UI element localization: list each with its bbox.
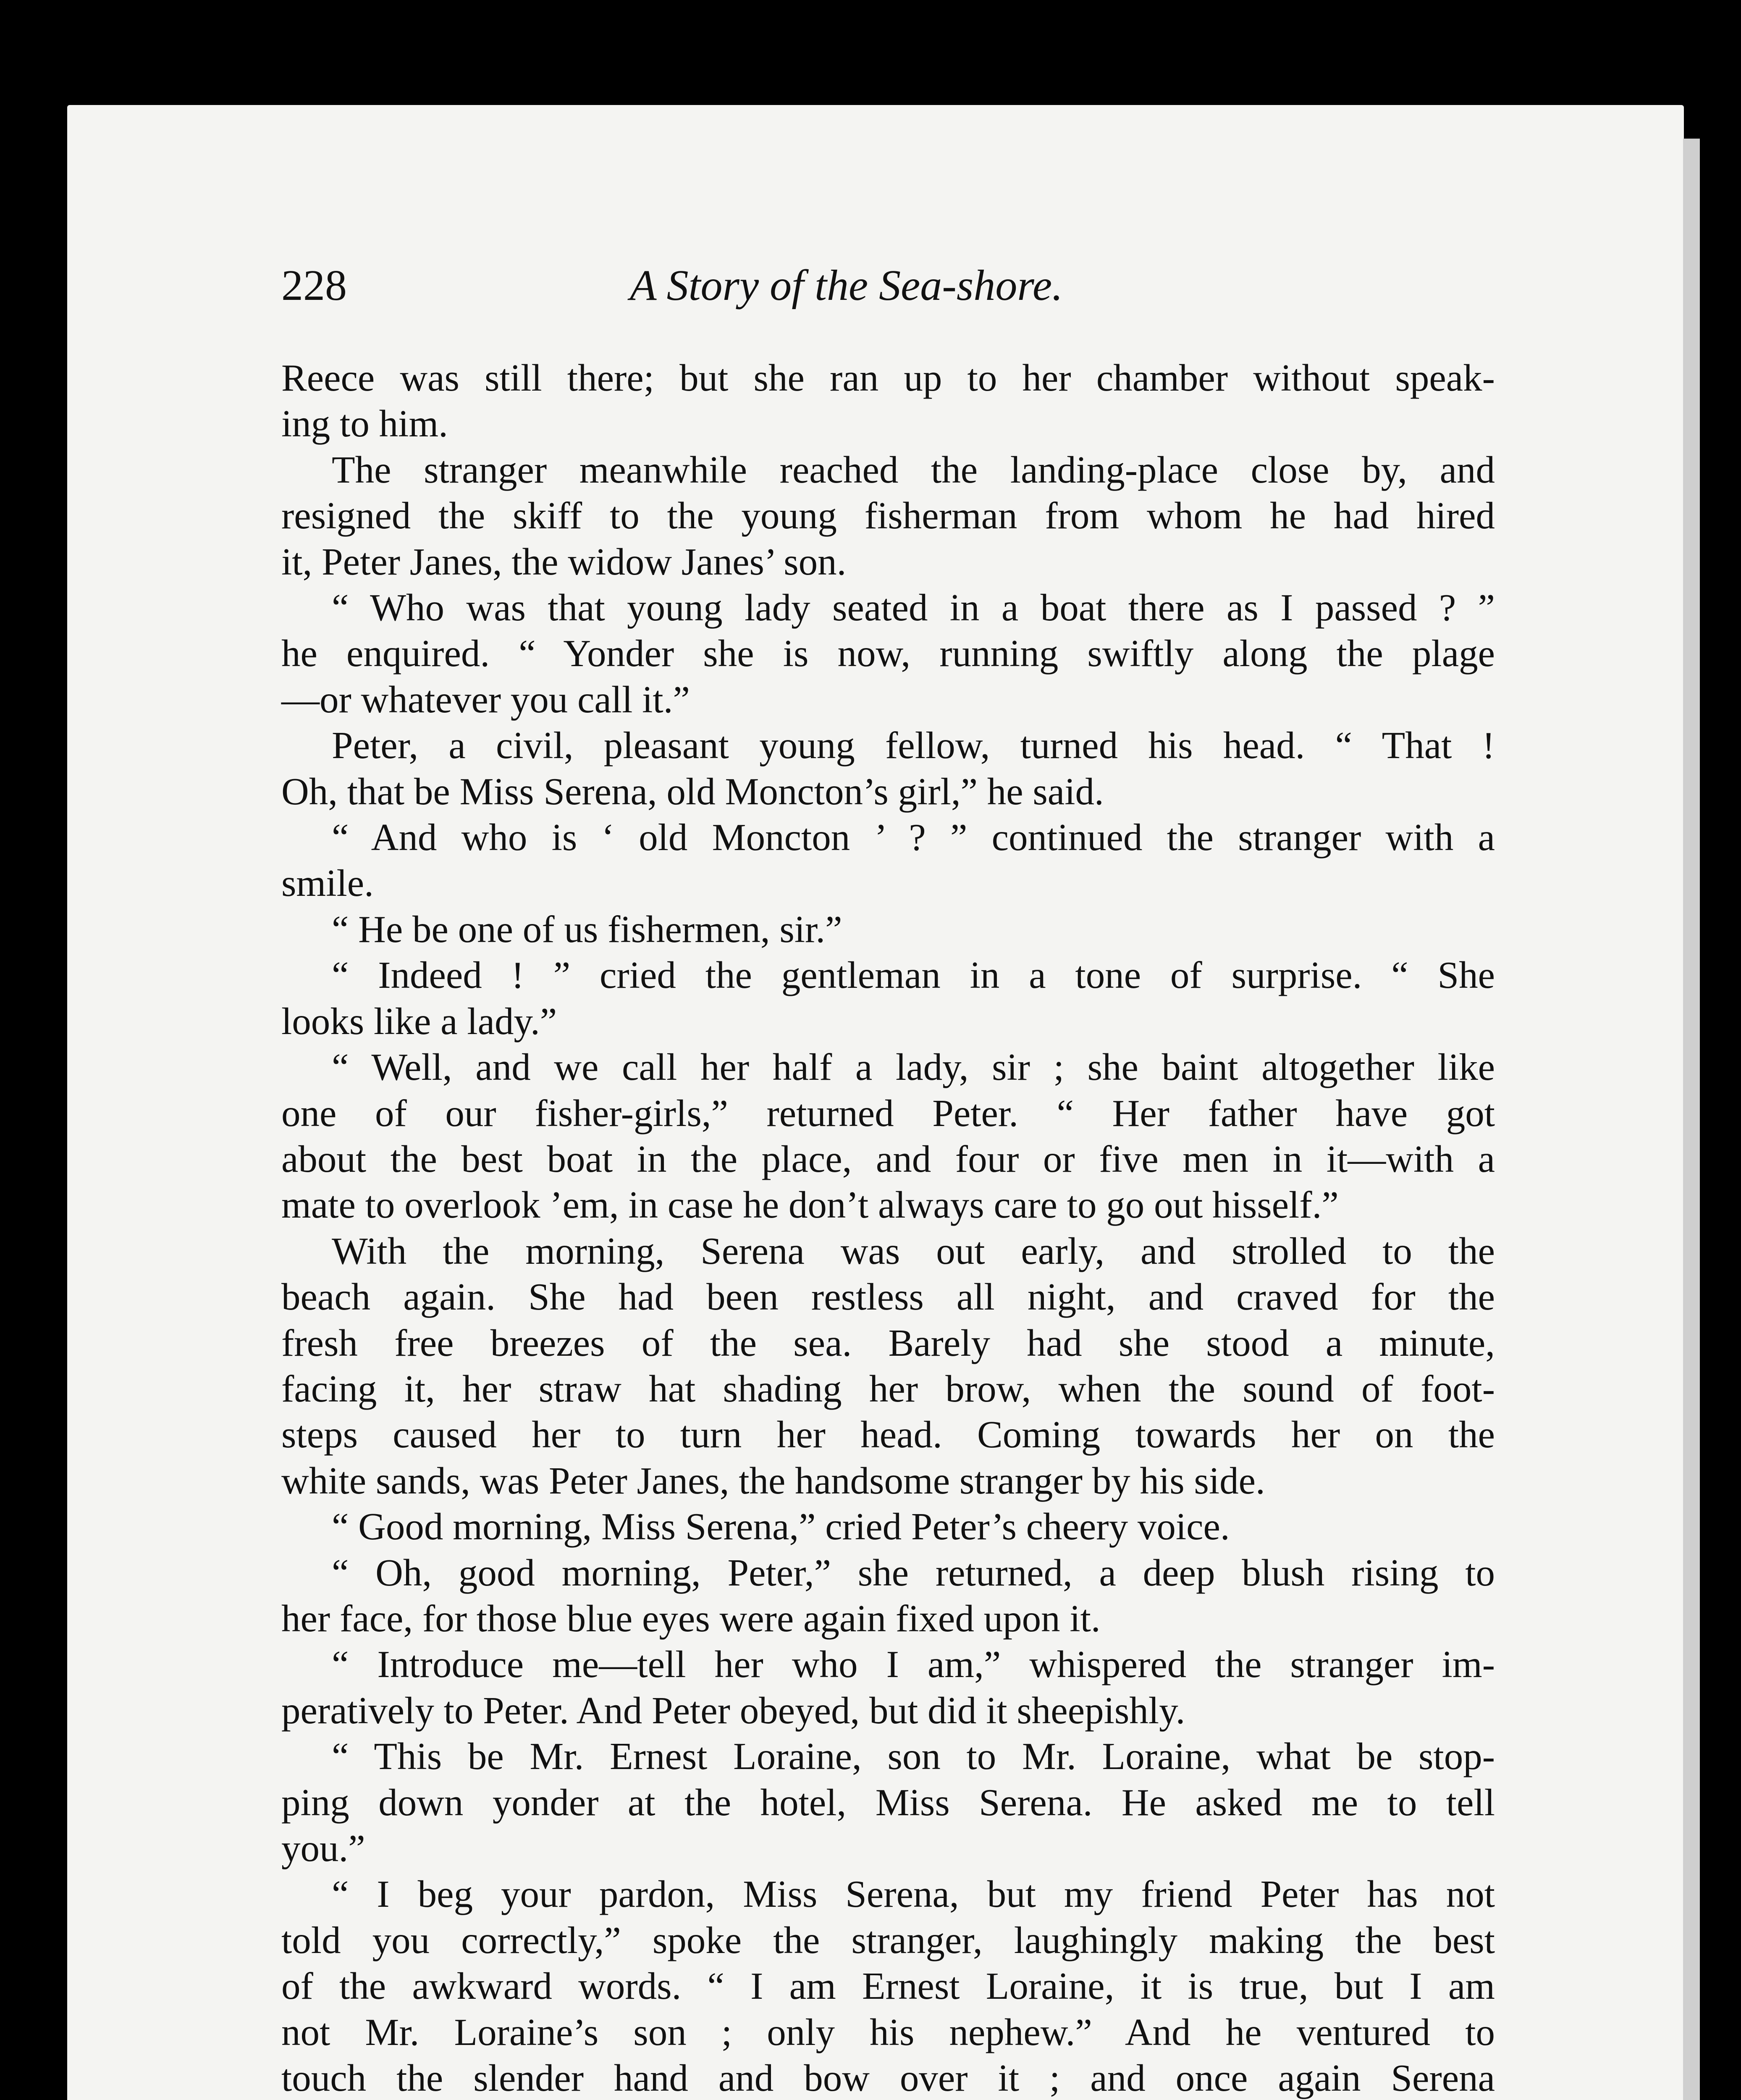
text-line: he enquired. “ Yonder she is now, running swiftly along the plage	[281, 632, 1495, 675]
running-title: A Story of the Sea-shore.	[630, 261, 1063, 310]
text-line: one of our fisher-girls,” returned Peter. “ Her father have got	[281, 1092, 1495, 1134]
text-line: “ I beg your pardon, Miss Serena, but my friend Peter has not	[332, 1873, 1495, 1916]
text-line: of the awkward words. “ I am Ernest Loraine, it is true, but I am	[281, 1965, 1495, 2008]
text-line: facing it, her straw hat shading her brow, when the sound of foot-	[281, 1367, 1495, 1410]
text-line: smile.	[281, 862, 374, 905]
text-line: “ Who was that young lady seated in a boat there as I passed ? ”	[332, 586, 1495, 629]
text-line: touch the slender hand and bow over it ; and once again Serena	[281, 2057, 1495, 2100]
text-line: Peter, a civil, pleasant young fellow, turned his head. “ That !	[332, 724, 1495, 767]
text-line: it, Peter Janes, the widow Janes’ son.	[281, 540, 847, 583]
text-line: looks like a lady.”	[281, 1000, 557, 1042]
text-line: her face, for those blue eyes were again fixed upon it.	[281, 1597, 1101, 1640]
text-line: “ Indeed ! ” cried the gentleman in a tone of surprise. “ She	[332, 954, 1495, 997]
text-line: steps caused her to turn her head. Coming towards her on the	[281, 1413, 1495, 1456]
text-line: ping down yonder at the hotel, Miss Serena. He asked me to tell	[281, 1781, 1495, 1824]
page-number: 228	[281, 261, 347, 310]
text-line: With the morning, Serena was out early, and strolled to the	[332, 1229, 1495, 1272]
text-line: The stranger meanwhile reached the landing-place close by, and	[332, 448, 1495, 491]
page-header	[281, 258, 1495, 317]
text-line: ing to him.	[281, 402, 448, 445]
text-line: not Mr. Loraine’s son ; only his nephew.” And he ventured to	[281, 2011, 1495, 2053]
text-line: about the best boat in the place, and four or five men in it—with a	[281, 1137, 1495, 1180]
text-line: “ He be one of us fishermen, sir.”	[332, 908, 842, 950]
text-line: “ Good morning, Miss Serena,” cried Peter’s cheery voice.	[332, 1505, 1230, 1548]
page-edge	[1683, 139, 1700, 2100]
body-text	[281, 355, 1495, 2100]
text-line: “ And who is ‘ old Moncton ’ ? ” continued the stranger with a	[332, 816, 1495, 859]
text-line: told you correctly,” spoke the stranger, laughingly making the best	[281, 1919, 1495, 1961]
text-line: Oh, that be Miss Serena, old Moncton’s girl,” he said.	[281, 770, 1104, 813]
text-line: fresh free breezes of the sea. Barely had she stood a minute,	[281, 1321, 1495, 1364]
text-line: Reece was still there; but she ran up to her chamber without speak-	[281, 357, 1495, 399]
text-line: peratively to Peter. And Peter obeyed, but did it sheepishly.	[281, 1689, 1185, 1732]
text-line: —or whatever you call it.”	[281, 678, 690, 721]
text-line: beach again. She had been restless all night, and craved for the	[281, 1276, 1495, 1318]
text-line: resigned the skiff to the young fisherman from whom he had hired	[281, 494, 1495, 537]
text-line: white sands, was Peter Janes, the handsome stranger by his side.	[281, 1459, 1265, 1502]
text-line: you.”	[281, 1827, 365, 1869]
text-line: “ Introduce me—tell her who I am,” whispered the stranger im-	[332, 1643, 1495, 1686]
text-line: mate to overlook ’em, in case he don’t always care to go out hisself.”	[281, 1184, 1339, 1226]
text-line: “ This be Mr. Ernest Loraine, son to Mr. Loraine, what be stop-	[332, 1735, 1495, 1778]
text-line: “ Oh, good morning, Peter,” she returned, a deep blush rising to	[332, 1551, 1495, 1594]
text-line: “ Well, and we call her half a lady, sir ; she baint altogether like	[332, 1046, 1495, 1089]
